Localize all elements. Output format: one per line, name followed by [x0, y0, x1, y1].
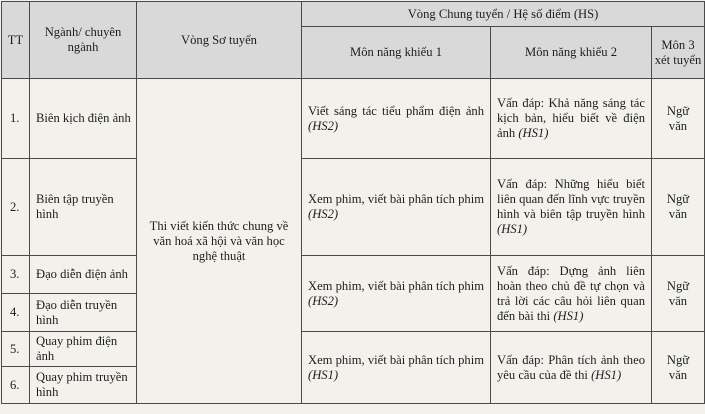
row-1-tt: 1.: [2, 79, 30, 159]
row-6-tt: 6.: [2, 367, 30, 404]
row-4-tt: 4.: [2, 294, 30, 332]
group-3-mon1: Xem phim, viết bài phân tích phim (HS2): [302, 256, 491, 332]
group-1-mon3: Ngữ văn: [652, 79, 705, 159]
row-6-nganh: Quay phim truyền hình: [30, 367, 137, 404]
admission-table: [1, 1, 705, 404]
group-4-mon2: Vấn đáp: Phân tích ảnh theo yêu cầu của đề thi (HS1): [491, 332, 652, 404]
row-2-nganh: Biên tập truyền hình: [30, 159, 137, 256]
group-1-mon1-hs: (HS2): [308, 118, 339, 133]
group-4-mon1-hs: (HS1): [308, 367, 339, 382]
row-5-nganh: Quay phim điện ảnh: [30, 332, 137, 367]
header-vong-chung-tuyen: Vòng Chung tuyển / Hệ số điểm (HS): [302, 2, 705, 27]
header-nganh: Ngành/ chuyên ngành: [30, 2, 137, 79]
group-2-mon2: Vấn đáp: Những hiểu biết liên quan đến lĩnh vực truyền hình và biên tập truyền hình (HS1): [491, 159, 652, 256]
header-mon-2: Môn năng khiếu 2: [491, 27, 652, 79]
row-4-nganh: Đạo diễn truyền hình: [30, 294, 137, 332]
group-3-mon3: Ngữ văn: [652, 256, 705, 332]
group-1-mon1: Viết sáng tác tiểu phẩm điện ảnh (HS2): [302, 79, 491, 159]
header-vong-so-tuyen: Vòng Sơ tuyển: [137, 2, 302, 79]
group-1-mon2-hs: (HS1): [518, 126, 549, 140]
header-mon-1: Môn năng khiếu 1: [302, 27, 491, 79]
row-1-nganh: Biên kịch điện ảnh: [30, 79, 137, 159]
row-3-tt: 3.: [2, 256, 30, 294]
so-tuyen-cell: Thi viết kiến thức chung về văn hoá xã hội và văn học nghệ thuật: [137, 79, 302, 404]
row-5-tt: 5.: [2, 332, 30, 367]
row-3-nganh: Đạo diễn điện ảnh: [30, 256, 137, 294]
group-3-mon2: Vấn đáp: Dựng ảnh liên hoàn theo chủ đề tự chọn và trả lời các câu hỏi liên quan đến bài thi (HS1): [491, 256, 652, 332]
group-2-mon2-hs: (HS1): [497, 222, 528, 236]
group-4-mon2-hs: (HS1): [591, 367, 622, 382]
group-3-mon1-hs: (HS2): [308, 293, 339, 308]
group-2-mon1: Xem phim, viết bài phân tích phim (HS2): [302, 159, 491, 256]
group-1-mon2: Vấn đáp: Khả năng sáng tác kịch bản, hiểu biết về điện ảnh (HS1): [491, 79, 652, 159]
group-2-mon1-hs: (HS2): [308, 207, 339, 221]
header-tt: TT: [2, 2, 30, 79]
row-2-tt: 2.: [2, 159, 30, 256]
group-3-mon2-hs: (HS1): [553, 308, 584, 323]
group-4-mon3: Ngữ văn: [652, 332, 705, 404]
header-mon-3: Môn 3 xét tuyển: [652, 27, 705, 79]
group-2-mon3: Ngữ văn: [652, 159, 705, 256]
group-4-mon1: Xem phim, viết bài phân tích phim (HS1): [302, 332, 491, 404]
